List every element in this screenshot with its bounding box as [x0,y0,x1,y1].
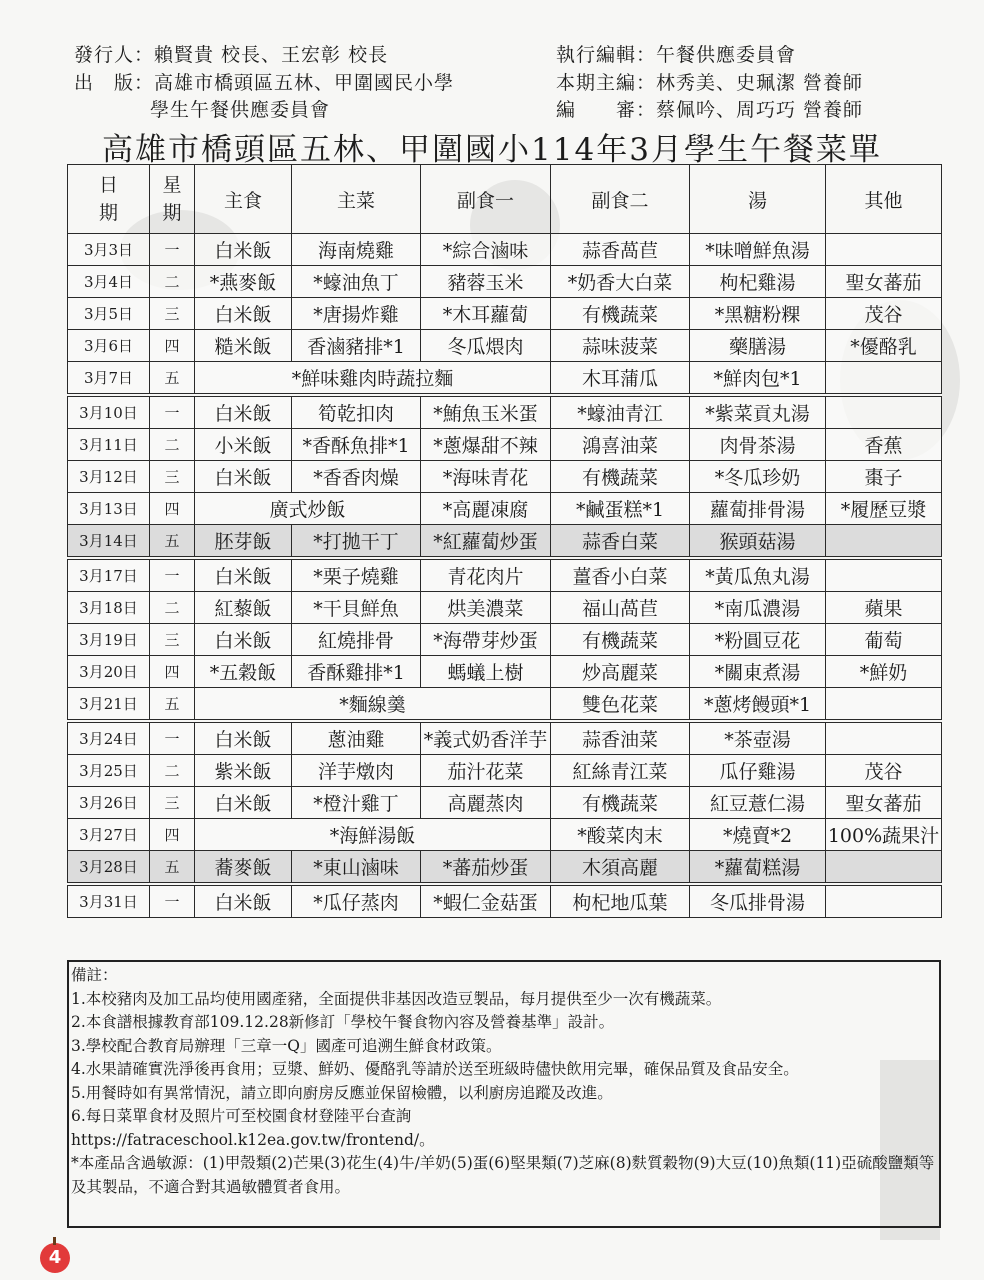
other-cell: 茂谷 [826,755,942,787]
menu-table [67,164,942,918]
publisher-label: 發行人： [74,44,155,66]
main-dish-cell: *栗子燒雞 [292,560,421,592]
col-weekday-header [150,165,195,234]
menu-row [68,886,942,918]
weekday-cell: 二 [150,266,195,298]
side2-cell: 蒜香白菜 [551,525,690,557]
side2-cell: 紅絲青江菜 [551,755,690,787]
main-dish-cell: 洋芋燉肉 [292,755,421,787]
exec-editor-line [556,40,796,67]
side1-cell: *義式奶香洋芋 [421,723,551,755]
notes-panel [67,960,941,1228]
menu-row [68,851,942,883]
weekday-cell: 一 [150,886,195,918]
side1-cell: *蝦仁金菇蛋 [421,886,551,918]
menu-row [68,560,942,592]
chief-editor-label: 本期主編： [556,72,657,94]
soup-cell: *茶壺湯 [690,723,826,755]
press-line [74,68,454,95]
side2-cell: 有機蔬菜 [551,624,690,656]
other-cell: 聖女蕃茄 [826,787,942,819]
side2-cell: *酸菜肉末 [551,819,690,851]
menu-row [68,723,942,755]
main-dish-cell: *打拋干丁 [292,525,421,557]
menu-row [68,298,942,330]
other-cell: 聖女蕃茄 [826,266,942,298]
side1-cell: *海味青花 [421,461,551,493]
menu-row [68,755,942,787]
date-cell: 3月26日 [68,787,150,819]
soup-cell: *蘿蔔糕湯 [690,851,826,883]
staple-cell: 白米飯 [195,397,292,429]
soup-cell: 枸杞雞湯 [690,266,826,298]
other-cell: 香蕉 [826,429,942,461]
menu-row [68,688,942,720]
note-item: 5.用餐時如有異常情況，請立即向廚房反應並保留檢體，以利廚房追蹤及改進。 [71,1083,613,1102]
side2-cell: *奶香大白菜 [551,266,690,298]
other-cell [826,560,942,592]
other-cell [826,234,942,266]
date-cell: 3月14日 [68,525,150,557]
date-cell: 3月25日 [68,755,150,787]
note-item: *本產品含過敏源：(1)甲殼類(2)芒果(3)花生(4)牛/羊奶(5)蛋(6)堅果類(7)芝麻(8)麩質穀物(9)大豆(10)魚類(11)亞硫酸鹽類等及其製品，不適合對其過敏體質者食用。 [71,1154,935,1196]
staple-cell: 白米飯 [195,234,292,266]
side1-cell: *紅蘿蔔炒蛋 [421,525,551,557]
col-staple-header: 主食 [195,165,292,234]
side1-cell: 冬瓜煨肉 [421,330,551,362]
staple-cell: *燕麥飯 [195,266,292,298]
note-item: 4.水果請確實洗淨後再食用；豆漿、鮮奶、優酪乳等請於送至班級時儘快飲用完畢，確保品質及食品安全。 [71,1060,799,1078]
soup-cell: 紅豆薏仁湯 [690,787,826,819]
reviewer-line [556,95,863,122]
soup-cell: *粉圓豆花 [690,624,826,656]
date-cell: 3月31日 [68,886,150,918]
other-cell [826,723,942,755]
page-number-badge: 4 [40,1243,70,1273]
soup-cell: *鮮肉包*1 [690,362,826,394]
date-cell: 3月4日 [68,266,150,298]
date-cell: 3月13日 [68,493,150,525]
other-cell: 棗子 [826,461,942,493]
main-dish-cell: *唐揚炸雞 [292,298,421,330]
side2-cell: 炒高麗菜 [551,656,690,688]
staple-cell: 白米飯 [195,298,292,330]
menu-row [68,397,942,429]
side1-cell: *蔥爆甜不辣 [421,429,551,461]
combined-meal-cell: *麵線羹 [195,688,551,720]
soup-cell: *冬瓜珍奶 [690,461,826,493]
weekday-cell: 四 [150,493,195,525]
side2-cell: 蒜香萵苣 [551,234,690,266]
note-item: 6.每日菜單食材及照片可至校園食材登陸平台查詢 [71,1107,412,1125]
soup-cell: 肉骨茶湯 [690,429,826,461]
side1-cell: 螞蟻上樹 [421,656,551,688]
staple-cell: 白米飯 [195,886,292,918]
main-dish-cell: *香香肉燥 [292,461,421,493]
weekday-cell: 四 [150,656,195,688]
col-weekday-header-bottom: 期 [162,202,182,224]
main-dish-cell: *東山滷味 [292,851,421,883]
soup-cell: *關東煮湯 [690,656,826,688]
chief-editor-value: 林秀美、史珮潔 營養師 [656,72,864,94]
side2-cell: 木須高麗 [551,851,690,883]
side1-cell: *木耳蘿蔔 [421,298,551,330]
menu-row [68,493,942,525]
main-dish-cell: *蠔油魚丁 [292,266,421,298]
menu-row [68,787,942,819]
weekday-cell: 五 [150,525,195,557]
weekday-cell: 三 [150,461,195,493]
main-dish-cell: *香酥魚排*1 [292,429,421,461]
soup-cell: *黑糖粉粿 [690,298,826,330]
main-dish-cell: *橙汁雞丁 [292,787,421,819]
menu-row [68,330,942,362]
combined-meal-cell: *海鮮湯飯 [195,819,551,851]
note-item: 2.本食譜根據教育部109.12.28新修訂「學校午餐食物內容及營養基準」設計。 [71,1013,615,1031]
publisher-line [74,40,388,67]
date-cell: 3月18日 [68,592,150,624]
weekday-cell: 五 [150,851,195,883]
side2-cell: 有機蔬菜 [551,461,690,493]
menu-row [68,266,942,298]
press-label: 出 版： [74,72,155,94]
notes-heading: 備註： [71,966,118,984]
press-line-2: 學生午餐供應委員會 [150,99,331,121]
chief-editor-line [556,68,863,95]
weekday-cell: 二 [150,429,195,461]
side2-cell: *蠔油青江 [551,397,690,429]
weekday-cell: 一 [150,723,195,755]
main-dish-cell: 香酥雞排*1 [292,656,421,688]
side2-cell: *鹹蛋糕*1 [551,493,690,525]
soup-cell: *南瓜濃湯 [690,592,826,624]
date-cell: 3月5日 [68,298,150,330]
combined-meal-cell: *鮮味雞肉時蔬拉麵 [195,362,551,394]
weekday-cell: 四 [150,330,195,362]
main-dish-cell: 紅燒排骨 [292,624,421,656]
date-cell: 3月19日 [68,624,150,656]
soup-cell: 蘿蔔排骨湯 [690,493,826,525]
main-dish-cell: 筍乾扣肉 [292,397,421,429]
other-cell [826,362,942,394]
date-cell: 3月20日 [68,656,150,688]
weekday-cell: 五 [150,362,195,394]
side2-cell: 雙色花菜 [551,688,690,720]
other-cell: 100%蔬果汁 [826,819,942,851]
date-cell: 3月6日 [68,330,150,362]
side2-cell: 木耳蒲瓜 [551,362,690,394]
col-other-header: 其他 [826,165,942,234]
menu-row [68,234,942,266]
soup-cell: *蔥烤饅頭*1 [690,688,826,720]
side2-cell: 鴻喜油菜 [551,429,690,461]
publisher-value: 賴賢貴 校長、王宏彰 校長 [154,44,389,66]
date-cell: 3月11日 [68,429,150,461]
other-cell: *鮮奶 [826,656,942,688]
side1-cell: *蕃茄炒蛋 [421,851,551,883]
menu-row [68,592,942,624]
weekday-cell: 一 [150,397,195,429]
weekday-cell: 三 [150,298,195,330]
note-item: 3.學校配合教育局辦理「三章一Q」國產可追溯生鮮食材政策。 [71,1036,502,1055]
main-dish-cell: *干貝鮮魚 [292,592,421,624]
other-cell [826,525,942,557]
note-link[interactable]: https://fatraceschool.k12ea.gov.tw/frontend/。 [71,1130,435,1149]
weekday-cell: 一 [150,560,195,592]
menu-row [68,525,942,557]
other-cell [826,851,942,883]
exec-editor-label: 執行編輯： [556,44,657,66]
staple-cell: 白米飯 [195,461,292,493]
other-cell: *優酪乳 [826,330,942,362]
main-dish-cell: *瓜仔蒸肉 [292,886,421,918]
col-soup-header: 湯 [690,165,826,234]
soup-cell: 瓜仔雞湯 [690,755,826,787]
other-cell [826,886,942,918]
col-date-header [68,165,150,234]
date-cell: 3月12日 [68,461,150,493]
menu-row [68,461,942,493]
staple-cell: 紅藜飯 [195,592,292,624]
col-weekday-header-top: 星 [162,174,182,196]
weekday-cell: 二 [150,592,195,624]
date-cell: 3月27日 [68,819,150,851]
soup-cell: 冬瓜排骨湯 [690,886,826,918]
date-cell: 3月3日 [68,234,150,266]
side1-cell: 青花肉片 [421,560,551,592]
side1-cell: *高麗凍腐 [421,493,551,525]
main-dish-cell: 海南燒雞 [292,234,421,266]
side2-cell: 枸杞地瓜葉 [551,886,690,918]
side2-cell: 蒜味菠菜 [551,330,690,362]
menu-row [68,819,942,851]
weekday-cell: 一 [150,234,195,266]
side1-cell: 高麗蒸肉 [421,787,551,819]
weekday-cell: 三 [150,787,195,819]
side1-cell: *綜合滷味 [421,234,551,266]
soup-cell: *黃瓜魚丸湯 [690,560,826,592]
soup-cell: *燒賣*2 [690,819,826,851]
side1-cell: *海帶芽炒蛋 [421,624,551,656]
staple-cell: 白米飯 [195,723,292,755]
other-cell [826,688,942,720]
soup-cell: 藥膳湯 [690,330,826,362]
side2-cell: 有機蔬菜 [551,298,690,330]
other-cell: 蘋果 [826,592,942,624]
combined-meal-cell: 廣式炒飯 [195,493,421,525]
staple-cell: 白米飯 [195,787,292,819]
soup-cell: 猴頭菇湯 [690,525,826,557]
date-cell: 3月21日 [68,688,150,720]
col-side1-header: 副食一 [421,165,551,234]
staple-cell: 小米飯 [195,429,292,461]
side1-cell: *鮪魚玉米蛋 [421,397,551,429]
weekday-cell: 三 [150,624,195,656]
reviewer-value: 蔡佩吟、周巧巧 營養師 [656,99,864,121]
weekday-cell: 五 [150,688,195,720]
staple-cell: 糙米飯 [195,330,292,362]
date-cell: 3月7日 [68,362,150,394]
date-cell: 3月28日 [68,851,150,883]
soup-cell: *味噌鮮魚湯 [690,234,826,266]
staple-cell: *五穀飯 [195,656,292,688]
side1-cell: 烘美濃菜 [421,592,551,624]
date-cell: 3月24日 [68,723,150,755]
date-cell: 3月10日 [68,397,150,429]
weekday-cell: 二 [150,755,195,787]
page-title: 高雄市橋頭區五林、甲圍國小114年3月學生午餐菜單 [102,132,882,168]
col-side2-header: 副食二 [551,165,690,234]
menu-row [68,429,942,461]
reviewer-label: 編 審： [556,99,657,121]
staple-cell: 胚芽飯 [195,525,292,557]
other-cell [826,397,942,429]
other-cell: 茂谷 [826,298,942,330]
menu-row [68,362,942,394]
press-value: 高雄市橋頭區五林、甲圍國民小學 [154,72,455,94]
staple-cell: 白米飯 [195,624,292,656]
col-date-header-top: 日 [98,174,118,196]
side2-cell: 蒜香油菜 [551,723,690,755]
note-item: 1.本校豬肉及加工品均使用國產豬，全面提供非基因改造豆製品，每月提供至少一次有機蔬菜。 [71,989,722,1008]
staple-cell: 白米飯 [195,560,292,592]
date-cell: 3月17日 [68,560,150,592]
side2-cell: 福山萵苣 [551,592,690,624]
side1-cell: 豬蓉玉米 [421,266,551,298]
side2-cell: 有機蔬菜 [551,787,690,819]
main-dish-cell: 香滷豬排*1 [292,330,421,362]
other-cell: 葡萄 [826,624,942,656]
weekday-cell: 四 [150,819,195,851]
menu-row [68,656,942,688]
side1-cell: 茄汁花菜 [421,755,551,787]
col-date-header-bottom: 期 [98,202,118,224]
main-dish-cell: 蔥油雞 [292,723,421,755]
masthead [0,0,984,120]
menu-row [68,624,942,656]
col-main-header: 主菜 [292,165,421,234]
exec-editor-value: 午餐供應委員會 [656,44,797,66]
other-cell: *履歷豆漿 [826,493,942,525]
table-header-row [68,165,942,234]
staple-cell: 紫米飯 [195,755,292,787]
soup-cell: *紫菜貢丸湯 [690,397,826,429]
side2-cell: 薑香小白菜 [551,560,690,592]
staple-cell: 蕎麥飯 [195,851,292,883]
